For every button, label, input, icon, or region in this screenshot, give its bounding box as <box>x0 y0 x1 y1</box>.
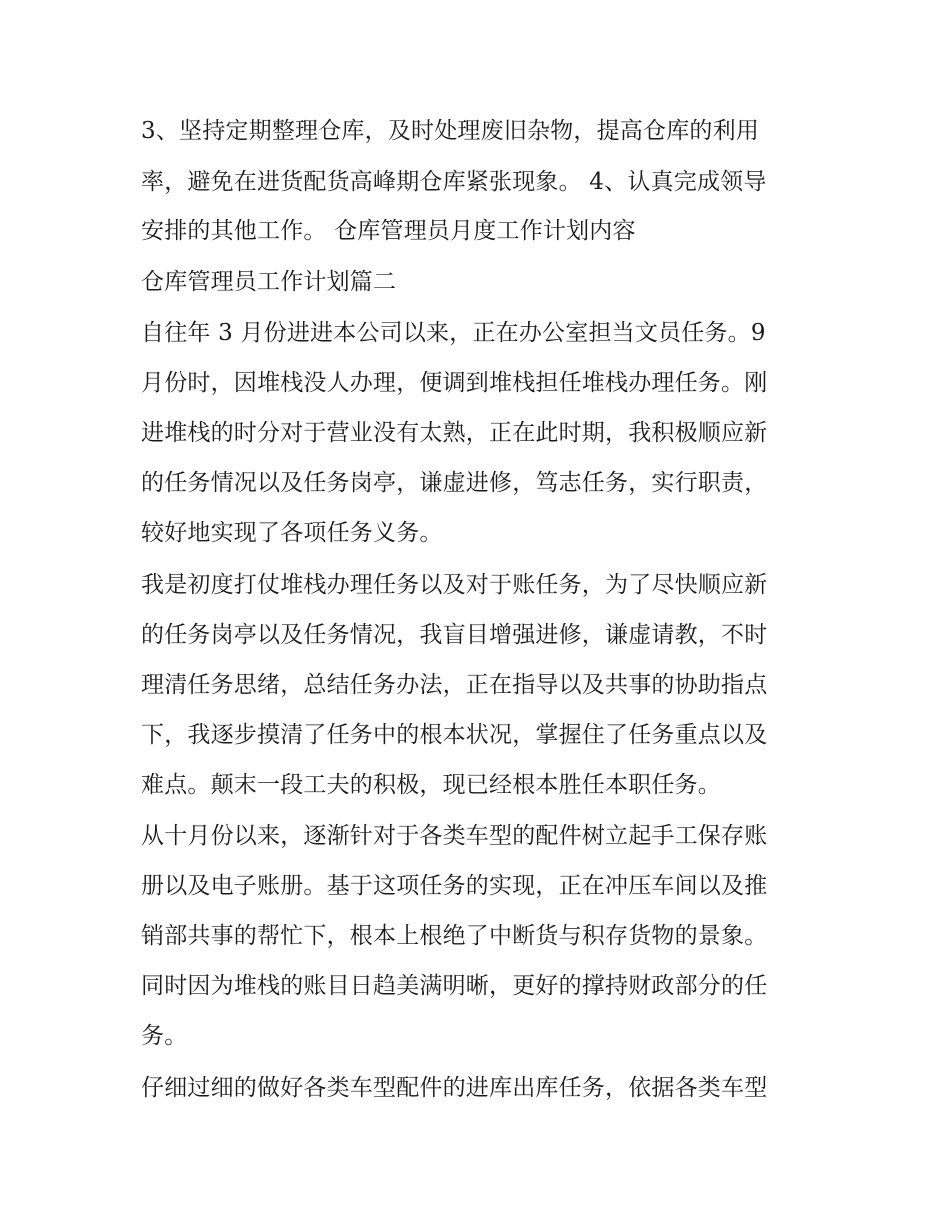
text-line: 3、坚持定期整理仓库，及时处理废旧杂物，提高仓库的利用 <box>141 118 760 144</box>
text-line: 的任务岗亭以及任务情况，我盲目增强进修，谦虚请教，不时 <box>141 622 768 648</box>
text-line: 销部共事的帮忙下，根本上根绝了中断货与积存货物的景象。 <box>141 923 768 949</box>
text-line: 务。 <box>141 1023 188 1049</box>
text-line: 理清任务思绪，总结任务办法，正在指导以及共事的协助指点 <box>141 672 768 698</box>
text-line: 自往年 3 月份进进本公司以来，正在办公室担当文员任务。9 <box>141 320 766 346</box>
text-line: 我是初度打仗堆栈办理任务以及对于账任务，为了尽快顺应新 <box>141 572 768 598</box>
text-line: 下，我逐步摸清了任务中的根本状况，掌握住了任务重点以及 <box>141 722 768 748</box>
text-line: 率，避免在进货配货高峰期仓库紧张现象。 4、认真完成领导 <box>141 169 767 195</box>
text-line: 册以及电子账册。基于这项任务的实现，正在冲压车间以及推 <box>141 873 768 899</box>
section-heading: 仓库管理员工作计划篇二 <box>141 269 397 295</box>
text-line: 月份时，因堆栈没人办理，便调到堆栈担任堆栈办理任务。刚 <box>141 370 768 396</box>
text-line: 从十月份以来，逐渐针对于各类车型的配件树立起手工保存账 <box>141 823 768 849</box>
text-line: 难点。颠末一段工夫的积极，现已经根本胜任本职任务。 <box>141 772 721 798</box>
text-line: 较好地实现了各项任务义务。 <box>141 520 443 546</box>
text-line: 安排的其他工作。 仓库管理员月度工作计划内容 <box>141 218 636 244</box>
text-line: 同时因为堆栈的账目日趋美满明晰，更好的撑持财政部分的任 <box>141 973 768 999</box>
text-line: 的任务情况以及任务岗亭，谦虚进修，笃志任务，实行职责， <box>141 470 768 496</box>
text-line: 仔细过细的做好各类车型配件的进库出库任务，依据各类车型 <box>141 1075 768 1101</box>
text-line: 进堆栈的时分对于营业没有太熟，正在此时期，我积极顺应新 <box>141 420 768 446</box>
